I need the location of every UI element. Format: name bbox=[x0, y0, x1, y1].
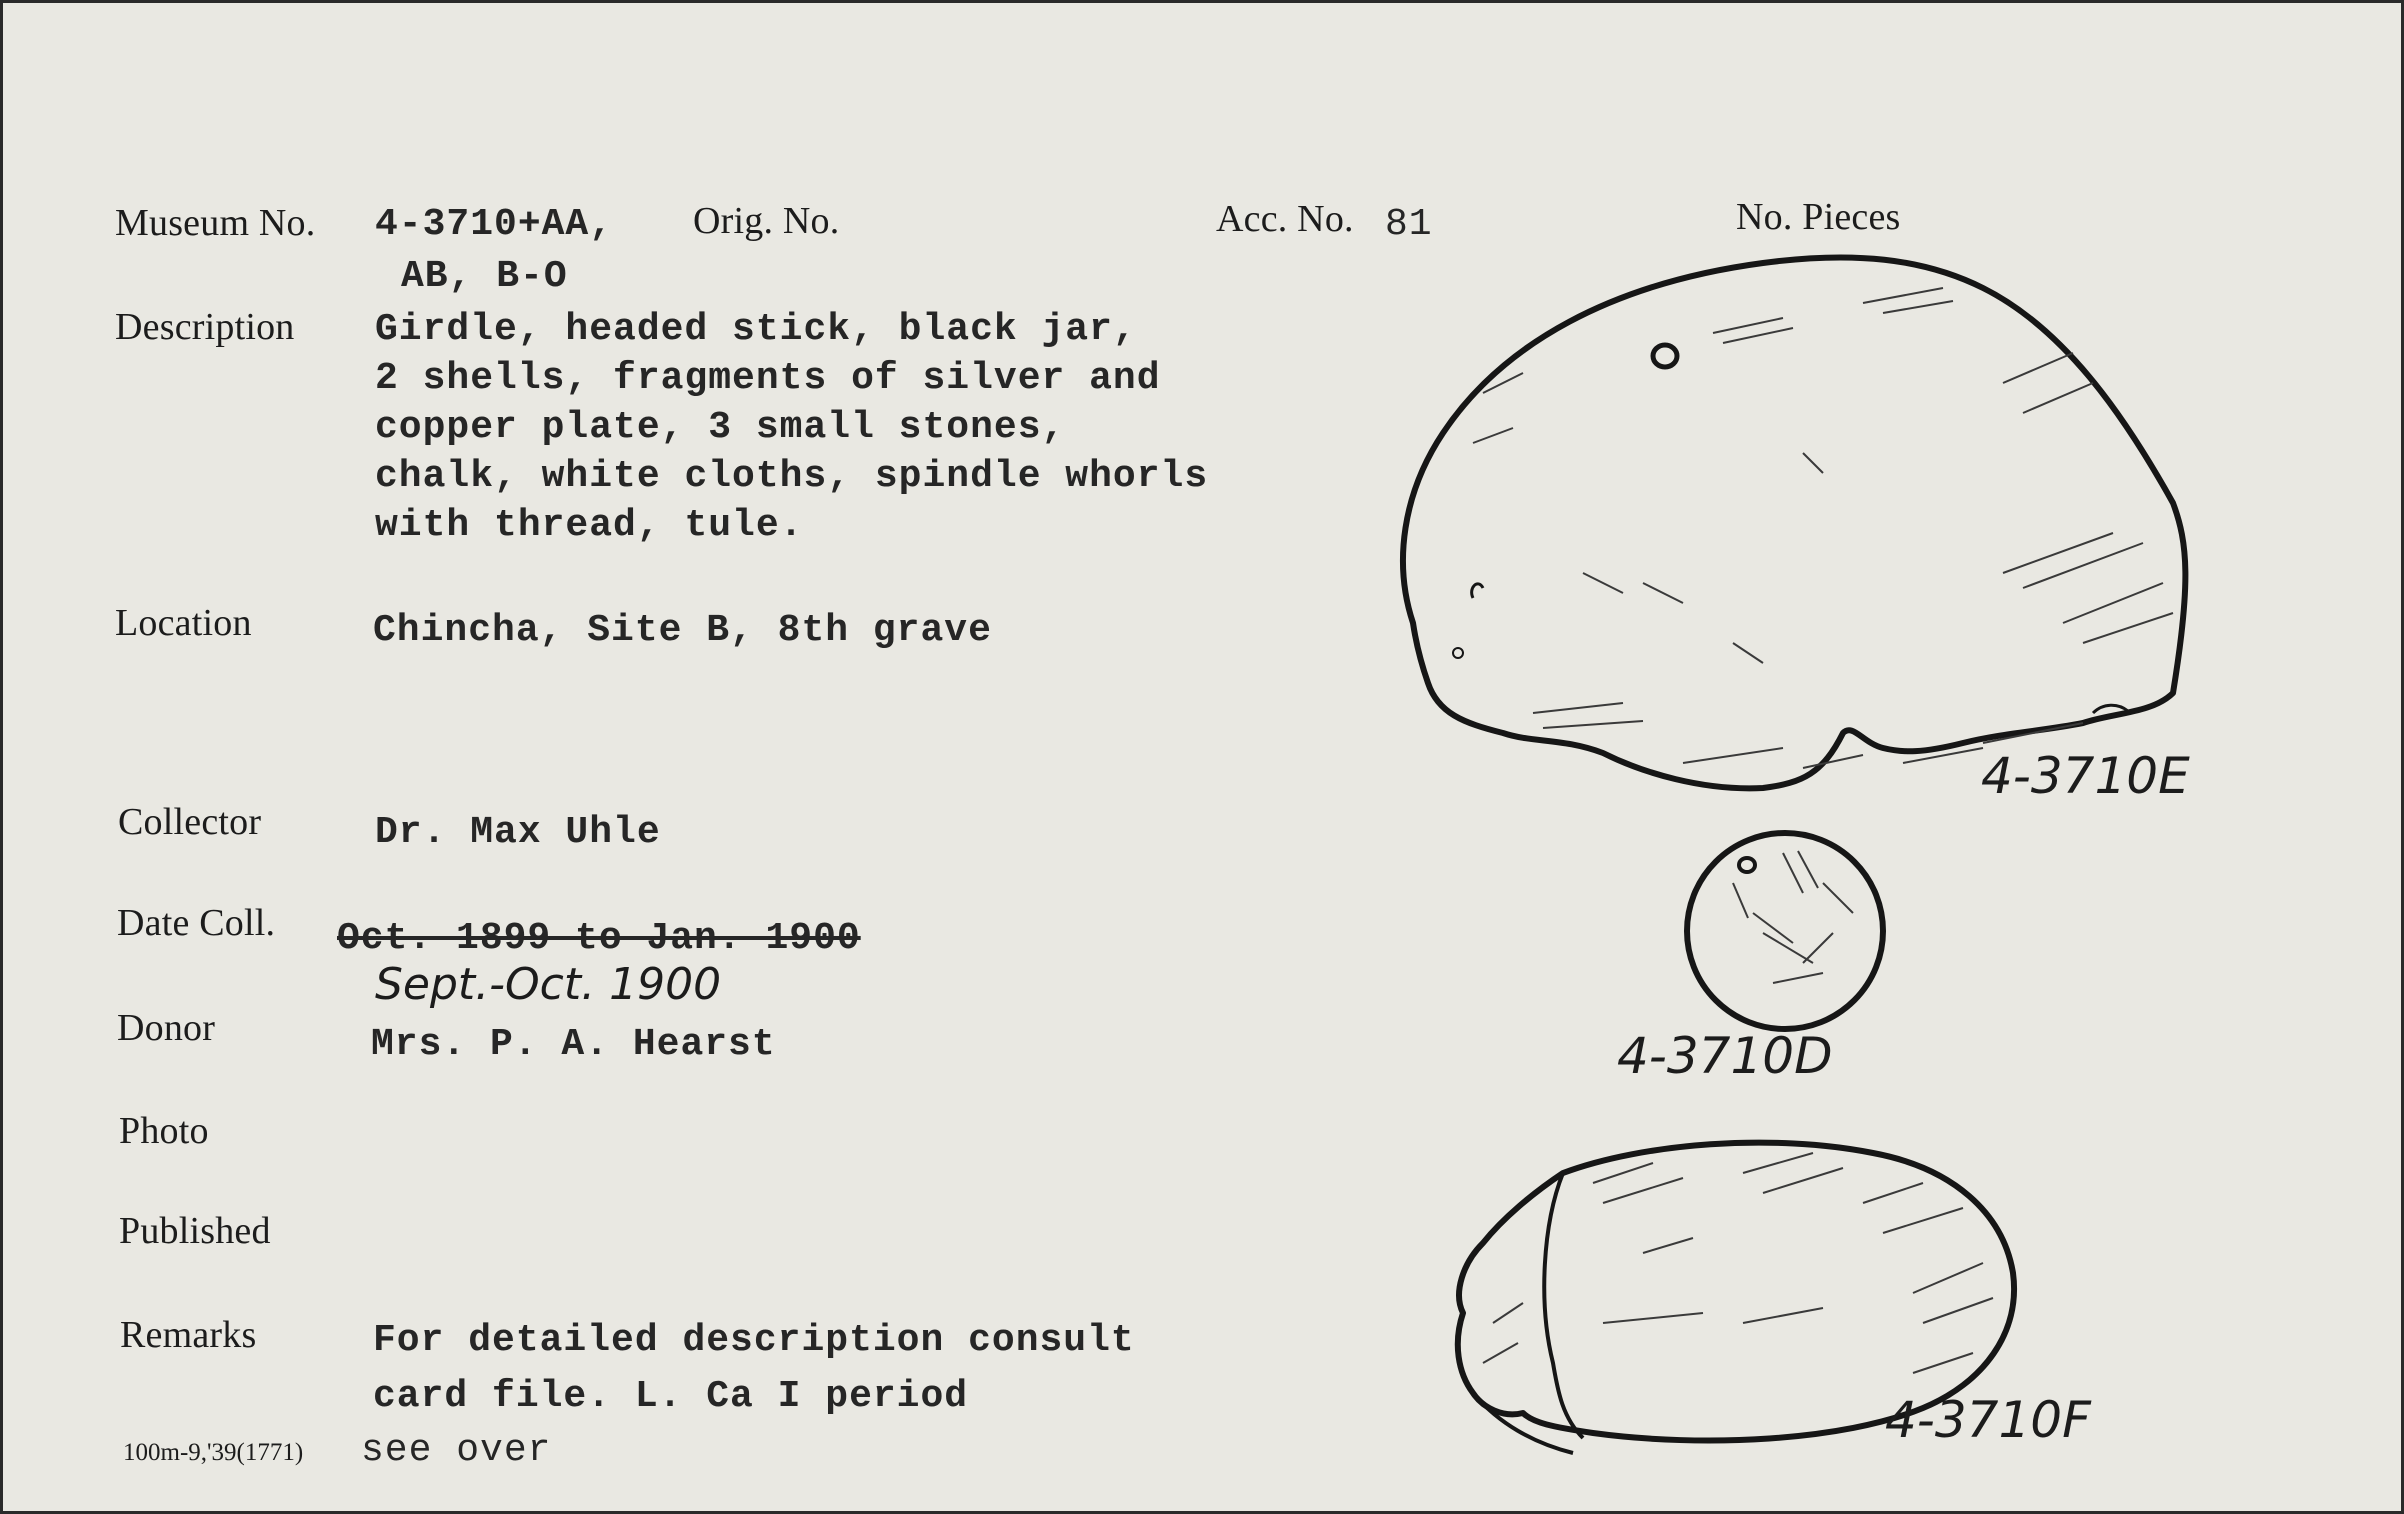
museum-no-value: 4-3710+AA, bbox=[375, 203, 614, 246]
photo-label: Photo bbox=[119, 1110, 209, 1152]
description-line: copper plate, 3 small stones, bbox=[375, 406, 1066, 449]
acc-no-label: Acc. No. bbox=[1216, 198, 1354, 240]
no-pieces-label: No. Pieces bbox=[1736, 196, 1901, 238]
large-stone-sketch bbox=[1383, 243, 2203, 803]
museum-no-label: Museum No. bbox=[115, 202, 316, 244]
donor-label: Donor bbox=[117, 1007, 216, 1049]
description-line: chalk, white cloths, spindle whorls bbox=[375, 455, 1209, 498]
description-line: Girdle, headed stick, black jar, bbox=[375, 308, 1137, 351]
museum-no-value-line2: AB, B-O bbox=[401, 255, 568, 298]
remarks-label: Remarks bbox=[120, 1314, 257, 1356]
remarks-line: For detailed description consult bbox=[373, 1319, 1135, 1362]
form-number: 100m-9,'39(1771) bbox=[123, 1439, 304, 1466]
oval-stone-label: 4-3710F bbox=[1885, 1391, 2091, 1449]
description-line: with thread, tule. bbox=[375, 504, 804, 547]
large-stone-label: 4-3710E bbox=[1981, 747, 2190, 805]
remarks-value bbox=[373, 1313, 1135, 1425]
orig-no-label: Orig. No. bbox=[693, 200, 840, 242]
date-coll-handwritten-value: Sept.-Oct. 1900 bbox=[375, 959, 722, 1010]
small-stone-sketch bbox=[1673, 823, 1903, 1043]
published-label: Published bbox=[119, 1210, 271, 1252]
bleed-through-text bbox=[1543, 163, 1563, 201]
donor-value: Mrs. P. A. Hearst bbox=[371, 1023, 776, 1066]
date-coll-struck-value: Oct. 1899 to Jan. 1900 bbox=[337, 917, 861, 960]
acc-no-value: 81 bbox=[1385, 203, 1433, 246]
collector-value: Dr. Max Uhle bbox=[375, 811, 661, 854]
description-label: Description bbox=[115, 306, 295, 348]
description-line: 2 shells, fragments of silver and bbox=[375, 357, 1161, 400]
date-coll-label: Date Coll. bbox=[117, 902, 276, 944]
location-label: Location bbox=[115, 602, 252, 644]
location-value: Chincha, Site B, 8th grave bbox=[373, 609, 992, 652]
collector-label: Collector bbox=[118, 801, 262, 843]
remarks-line: card file. L. Ca I period bbox=[373, 1375, 969, 1418]
description-value bbox=[375, 305, 1208, 550]
see-over-note: see over bbox=[361, 1429, 552, 1472]
small-stone-label: 4-3710D bbox=[1617, 1027, 1833, 1085]
